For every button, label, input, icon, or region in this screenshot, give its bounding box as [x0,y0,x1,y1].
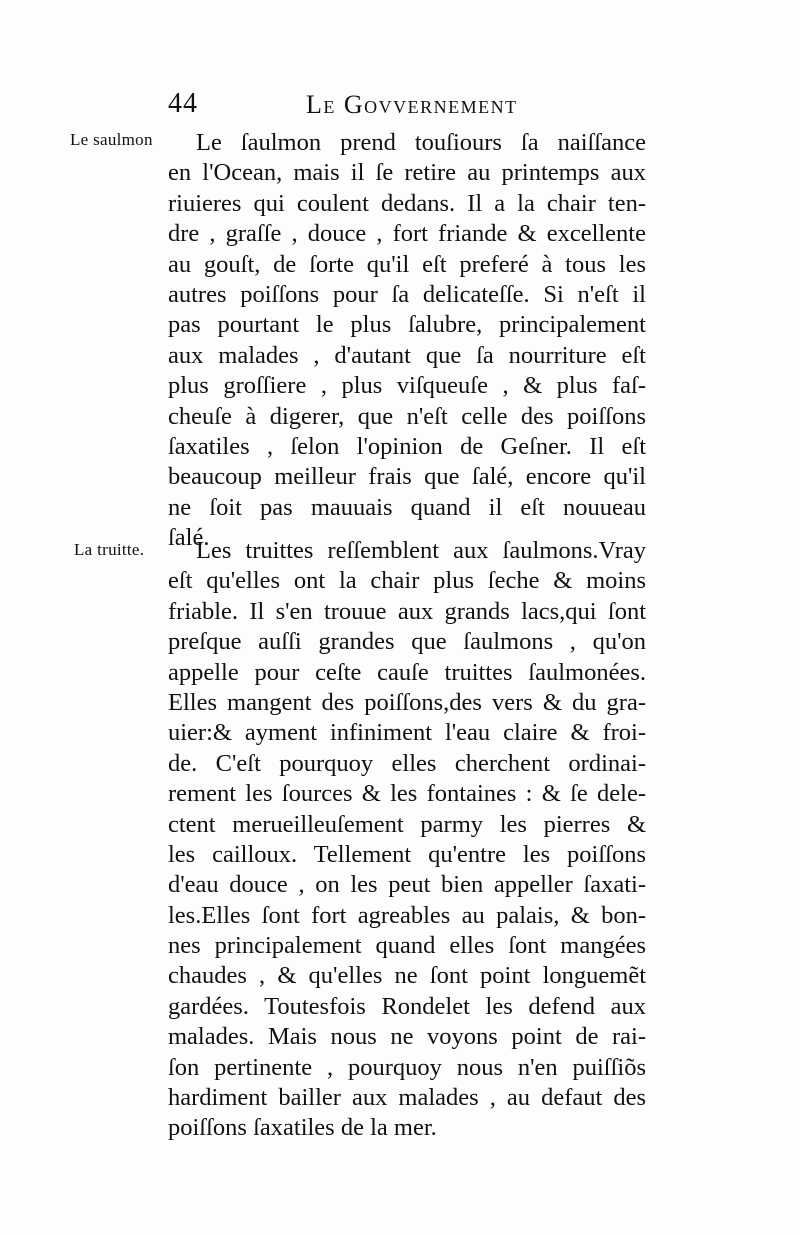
text-line: gardées. Toutesfois Rondelet les defend aux [168,992,646,1020]
text-line: dre , graſſe , douce , fort friande & excellente [168,220,646,248]
paragraph-truitte [168,536,646,1144]
text-line: ſaxatiles , ſelon l'opinion de Geſner. Il eſt [168,432,646,460]
running-head: Le Govvernement [306,90,518,119]
text-line: ſon pertinente , pourquoy nous n'en puiſſiõs [168,1053,646,1081]
text-line: ctent merueilleuſement parmy les pierres & [168,810,646,838]
text-line: Le ſaulmon prend touſiours ſa naiſſance [196,129,646,156]
text-line: Elles mangent des poiſſons,des vers & du gra- [168,688,646,716]
text-line: beaucoup meilleur frais que ſalé, encore qu'il [168,463,646,491]
text-line: au gouſt, de ſorte qu'il eſt preferé à tous les [168,250,646,278]
text-line: appelle pour ceſte cauſe truittes ſaulmonées. [168,658,646,686]
text-line: uier:& ayment infiniment l'eau claire & froi- [168,719,646,747]
text-line: ſalé. [168,524,210,552]
text-line: aux malades , d'autant que ſa nourriture eſt [168,341,646,369]
text-line: hardiment bailler aux malades , au defaut des [168,1084,646,1112]
page-header [168,88,568,124]
paragraph-saulmon [168,128,646,553]
text-line: autres poiſſons pour ſa delicateſſe. Si n'eſt il [168,280,646,308]
text-line: d'eau douce , on les peut bien appeller ſaxati- [168,871,646,899]
text-line: rement les ſources & les fontaines : & ſe dele- [168,780,646,808]
text-line: preſque auſſi grandes que ſaulmons , qu'on [168,628,646,656]
text-line: cheuſe à digerer, que n'eſt celle des poiſſons [168,402,646,430]
text-line: les.Elles ſont fort agreables au palais, & bon- [168,901,646,929]
text-line: riuieres qui coulent dedans. Il a la chair ten- [168,189,646,217]
margin-note-truitte: La truitte. [74,540,145,559]
text-line: nes principalement quand elles ſont mangées [168,932,646,960]
page-number: 44 [168,88,198,119]
text-line: pas pourtant le plus ſalubre, principalement [168,311,646,339]
text-line: poiſſons ſaxatiles de la mer. [168,1114,437,1142]
text-line: Les truittes reſſemblent aux ſaulmons.Vray [196,537,646,564]
text-line: de. C'eſt pourquoy elles cherchent ordinai- [168,749,646,777]
margin-note-saulmon: Le saulmon [70,130,153,149]
text-line: plus groſſiere , plus viſqueuſe , & plus faſ- [168,372,646,400]
text-line: eſt qu'elles ont la chair plus ſeche & moins [168,567,646,595]
text-line: malades. Mais nous ne voyons point de rai- [168,1023,646,1051]
text-line: chaudes , & qu'elles ne ſont point longuemẽt [168,962,646,990]
text-line: ne ſoit pas mauuais quand il eſt nouueau [168,493,646,521]
text-line: les cailloux. Tellement qu'entre les poiſſons [168,840,646,868]
text-line: en l'Ocean, mais il ſe retire au printemps aux [168,159,646,187]
text-line: friable. Il s'en trouue aux grands lacs,qui ſont [168,597,646,625]
